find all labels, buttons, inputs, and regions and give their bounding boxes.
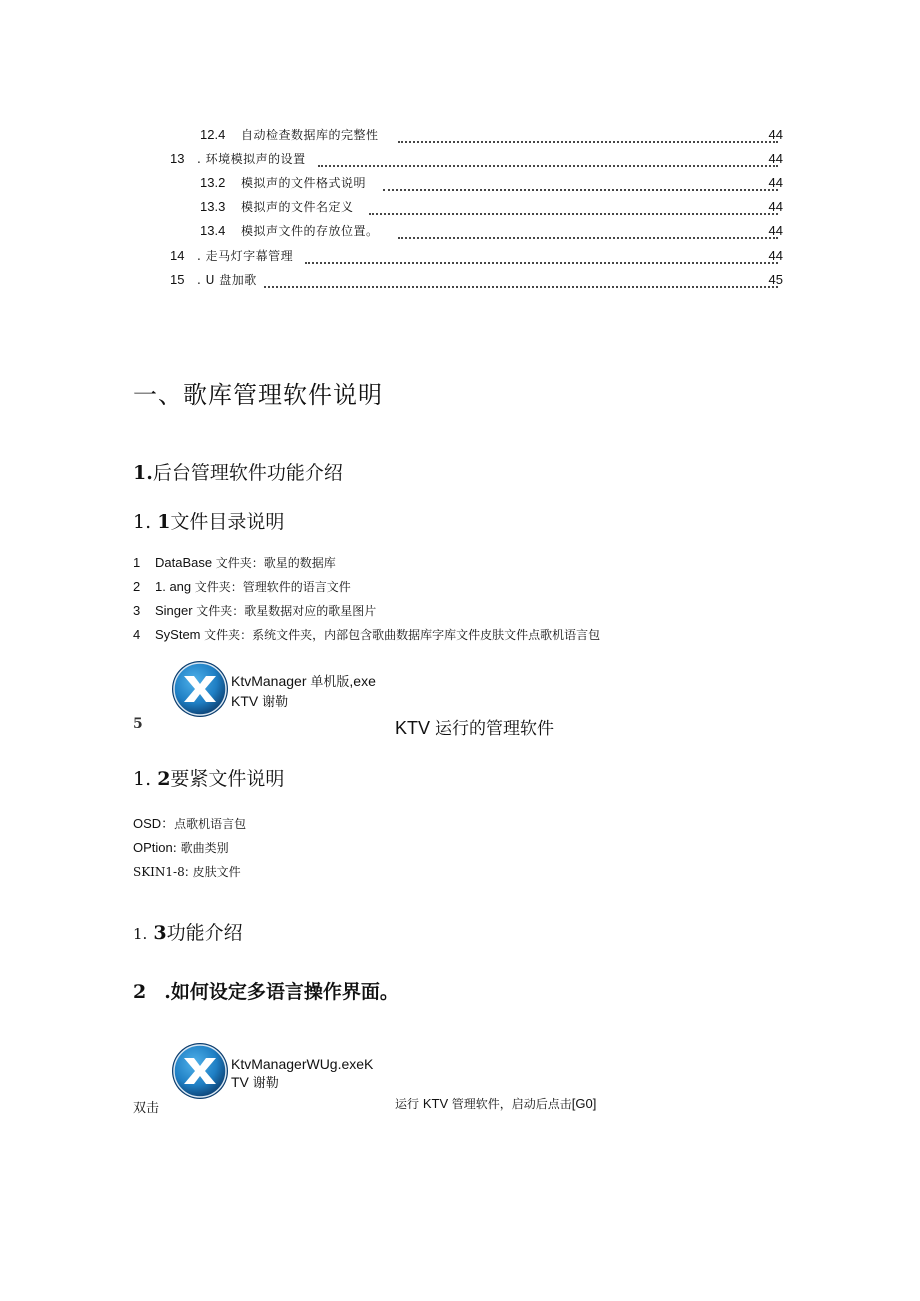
toc-number: 13.4 bbox=[200, 223, 226, 238]
file-line bbox=[133, 814, 246, 835]
toc-page: 44 bbox=[768, 175, 783, 190]
list-name: 1. ang 文件夹：管理软件的语言文件 bbox=[155, 579, 351, 594]
toc-entry[interactable] bbox=[0, 148, 920, 170]
subsection-heading bbox=[133, 507, 284, 534]
toc-leader bbox=[264, 276, 778, 288]
file-desc: : 歌曲类别 bbox=[172, 841, 229, 855]
ktv-manager-app-icon[interactable] bbox=[170, 1041, 230, 1101]
app-icon-label: KtvManager 单机版,exe KTV 谢勒 bbox=[231, 673, 376, 710]
instruction-text: 运行 KTV 管理软件，启动后点击[G0] bbox=[395, 1096, 597, 1111]
list-number: 1 bbox=[133, 555, 141, 570]
file-line bbox=[133, 862, 241, 883]
toc-title: . 走马灯字幕管理 bbox=[197, 249, 294, 263]
list-desc: 文件夹：歌星的数据库 bbox=[215, 556, 336, 570]
toc-number: 13.2 bbox=[200, 175, 226, 190]
toc-number: 13.3 bbox=[200, 199, 226, 214]
file-line bbox=[133, 838, 229, 859]
section-heading bbox=[133, 977, 399, 1004]
subsection-heading bbox=[133, 764, 284, 791]
list-name: Singer 文件夹：歌星数据对应的歌星图片 bbox=[155, 603, 377, 618]
toc-leader bbox=[305, 252, 778, 264]
chapter-title: 一、歌库管理软件说明 bbox=[133, 381, 383, 409]
app-caption: KTV 运行的管理软件 bbox=[395, 718, 555, 739]
list-desc: 文件夹：系统文件夹，内部包含歌曲数据库字库文件皮肤文件点歌机语言包 bbox=[204, 628, 601, 642]
section-number: 2 bbox=[133, 981, 147, 1003]
toc-page: 44 bbox=[768, 199, 783, 214]
toc-leader bbox=[398, 131, 778, 143]
toc-page: 44 bbox=[768, 151, 783, 166]
subsection-number: 2 bbox=[157, 768, 171, 790]
toc-entry[interactable] bbox=[0, 196, 920, 218]
subsection-prefix: 1. bbox=[133, 511, 152, 533]
toc-title: 模拟声的文件格式说明 bbox=[241, 176, 367, 190]
section-title: .如何设定多语言操作界面。 bbox=[164, 981, 399, 1003]
file-desc: : 皮肤文件 bbox=[184, 865, 241, 879]
toc-page: 44 bbox=[768, 248, 783, 263]
list-desc: 文件夹：歌星数据对应的歌星图片 bbox=[196, 604, 377, 618]
subsection-prefix: 1. bbox=[133, 925, 148, 943]
ktv-manager-app-icon[interactable] bbox=[170, 659, 230, 719]
app-icon-label: KtvManagerWUg.exeK TV 谢勒 bbox=[231, 1056, 374, 1091]
toc-leader bbox=[398, 227, 778, 239]
toc-entry[interactable] bbox=[0, 220, 920, 242]
toc-leader bbox=[318, 155, 778, 167]
file-key: SKIN1-8 bbox=[133, 865, 185, 879]
list-desc: 文件夹：管理软件的语言文件 bbox=[194, 580, 351, 594]
toc-title: . 环境模拟声的设置 bbox=[197, 152, 306, 166]
list-name: SyStem 文件夹：系统文件夹，内部包含歌曲数据库字库文件皮肤文件点歌机语言包 bbox=[155, 627, 601, 642]
toc-number: 15 bbox=[170, 272, 185, 287]
toc-number: 13 bbox=[170, 151, 185, 166]
subsection-heading bbox=[133, 918, 243, 945]
file-desc: 点歌机语言包 bbox=[174, 817, 247, 831]
toc-page: 44 bbox=[768, 223, 783, 238]
list-number: 5 bbox=[133, 716, 143, 732]
toc-number: 14 bbox=[170, 248, 185, 263]
toc-entry[interactable] bbox=[0, 245, 920, 267]
subsection-number: 3 bbox=[153, 922, 167, 944]
file-key: OSD： bbox=[133, 816, 175, 831]
list-name: DataBase 文件夹：歌星的数据库 bbox=[155, 555, 336, 570]
toc-number: 12.4 bbox=[200, 127, 226, 142]
file-key: OPtion bbox=[133, 840, 173, 855]
toc-entry[interactable] bbox=[0, 124, 920, 146]
section-number: 1. bbox=[133, 462, 153, 484]
list-number: 3 bbox=[133, 603, 141, 618]
section-title: 后台管理软件功能介绍 bbox=[152, 462, 343, 484]
subsection-number: 1 bbox=[157, 511, 171, 533]
toc-title: 自动检查数据库的完整性 bbox=[241, 128, 379, 142]
toc-page: 45 bbox=[768, 272, 783, 287]
list-number: 2 bbox=[133, 579, 141, 594]
subsection-prefix: 1. bbox=[133, 768, 152, 790]
toc-entry[interactable] bbox=[0, 172, 920, 194]
subsection-title: 文件目录说明 bbox=[170, 511, 285, 533]
toc-title: 模拟声文件的存放位置。 bbox=[241, 224, 379, 238]
section-heading bbox=[133, 458, 343, 485]
toc-leader bbox=[383, 179, 778, 191]
instruction-text: 双击 bbox=[133, 1101, 160, 1116]
toc-title: 模拟声的文件名定义 bbox=[241, 200, 354, 214]
toc-entry[interactable] bbox=[0, 269, 920, 291]
toc-page: 44 bbox=[768, 127, 783, 142]
list-number: 4 bbox=[133, 627, 141, 642]
toc-title: . U 盘加歌 bbox=[197, 273, 257, 287]
toc-leader bbox=[369, 203, 778, 215]
subsection-title: 功能介绍 bbox=[166, 922, 243, 944]
subsection-title: 要紧文件说明 bbox=[170, 768, 285, 790]
